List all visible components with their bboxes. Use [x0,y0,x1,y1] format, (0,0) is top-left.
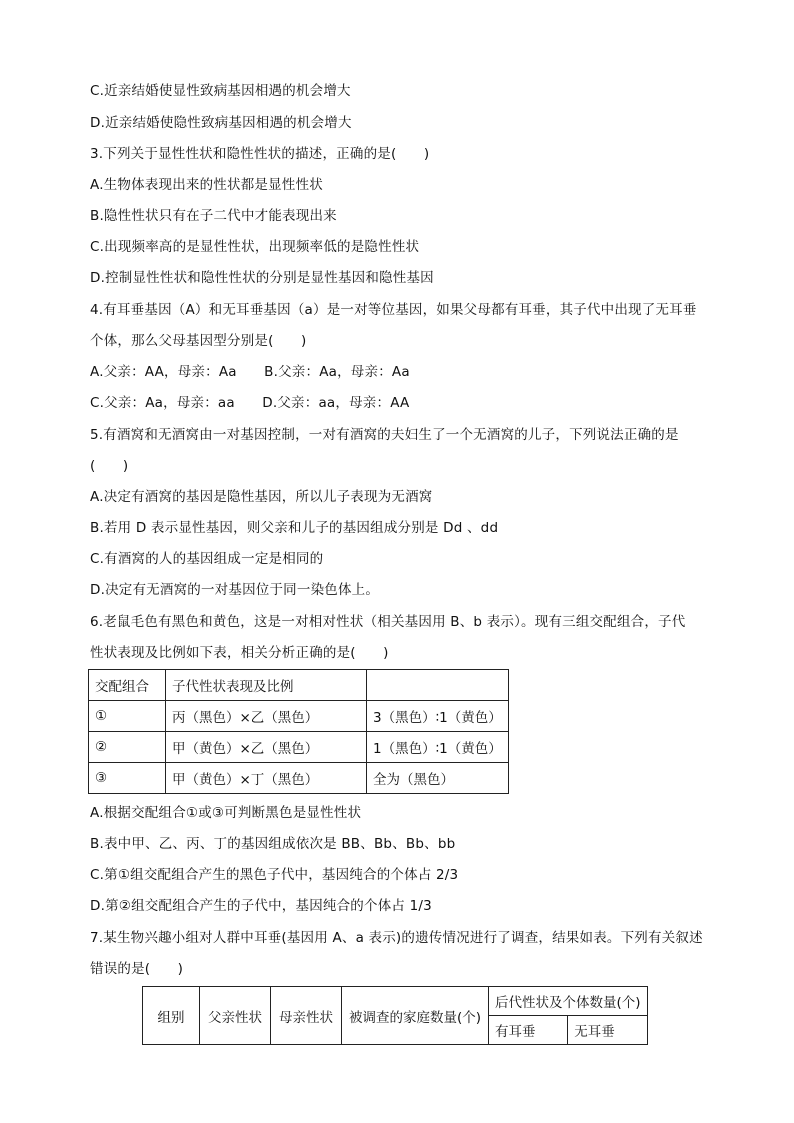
q3-option-d: D.控制显性性状和隐性性状的分别是显性基因和隐性基因 [90,270,434,286]
table-header-cell: 父亲性状 [200,987,271,1045]
table-row [89,701,509,732]
table-header-cell: 组别 [143,987,200,1045]
q4-stem: 4.有耳垂基因（A）和无耳垂基因（a）是一对等位基因，如果父母都有耳垂，其子代中出现了无耳垂 [90,302,697,318]
q2-option-d: D.近亲结婚使隐性致病基因相遇的机会增大 [90,115,352,131]
q5-option-c: C.有酒窝的人的基因组成一定是相同的 [90,551,324,567]
q5-stem-cont: ( ) [90,458,129,474]
q6-option-b: B.表中甲、乙、丙、丁的基因组成依次是 BB、Bb、Bb、bb [90,836,456,852]
table-cell: ② [89,732,166,763]
table-header-cell: 有耳垂 [489,1016,568,1045]
q3-stem: 3.下列关于显性性状和隐性性状的描述，正确的是( ) [90,146,430,162]
table-header-cell: 母亲性状 [271,987,342,1045]
q7-table [142,986,648,1045]
q5-option-b: B.若用 D 表示显性基因，则父亲和儿子的基因组成分别是 Dd 、dd [90,520,499,536]
q6-option-d: D.第②组交配组合产生的子代中，基因纯合的个体占 1/3 [90,898,432,914]
q4-options-ab: A.父亲：AA，母亲：Aa B.父亲：Aa，母亲：Aa [90,364,410,380]
table-header-cell: 无耳垂 [568,1016,647,1045]
table-cell: 甲（黄色）×丁（黑色） [166,763,367,794]
q6-table [88,669,509,794]
q7-stem: 7.某生物兴趣小组对人群中耳垂(基因用 A、a 表示)的遗传情况进行了调查，结果如表。下列有关叙述 [90,930,703,946]
table-header-cell: 被调查的家庭数量(个) [342,987,489,1045]
q3-option-a: A.生物体表现出来的性状都是显性性状 [90,177,323,193]
q4-stem-cont: 个体，那么父母基因型分别是( ) [90,333,307,349]
q7-stem-cont: 错误的是( ) [90,961,184,977]
q6-option-a: A.根据交配组合①或③可判断黑色是显性性状 [90,805,362,821]
table-cell: ① [89,701,166,732]
q2-option-c: C.近亲结婚使显性致病基因相遇的机会增大 [90,83,351,99]
q3-option-c: C.出现频率高的是显性性状，出现频率低的是隐性性状 [90,239,420,255]
q5-stem: 5.有酒窝和无酒窝由一对基因控制，一对有酒窝的夫妇生了一个无酒窝的儿子，下列说法正确的是 [90,427,679,443]
table-header-cell: 后代性状及个体数量(个) [489,987,648,1016]
table-cell: ③ [89,763,166,794]
q3-option-b: B.隐性性状只有在子二代中才能表现出来 [90,208,337,224]
table-header-cell [367,670,509,701]
table-cell: 3（黑色）∶1（黄色） [367,701,509,732]
table-cell: 丙（黑色）×乙（黑色） [166,701,367,732]
table-cell: 甲（黄色）×乙（黑色） [166,732,367,763]
table-row [89,732,509,763]
table-cell: 全为（黑色） [367,763,509,794]
table-header-cell: 交配组合 [89,670,166,701]
q4-options-cd: C.父亲：Aa，母亲：aa D.父亲：aa，母亲：AA [90,395,410,411]
q5-option-d: D.决定有无酒窝的一对基因位于同一染色体上。 [90,582,380,598]
q6-stem-cont: 性状表现及比例如下表，相关分析正确的是( ) [90,645,389,661]
q6-stem: 6.老鼠毛色有黑色和黄色，这是一对相对性状（相关基因用 B、b 表示）。现有三组交配组合，子代 [90,614,686,630]
table-row [143,987,648,1016]
q5-option-a: A.决定有酒窝的基因是隐性基因，所以儿子表现为无酒窝 [90,489,433,505]
table-cell: 1（黑色）∶1（黄色） [367,732,509,763]
table-header-cell: 子代性状表现及比例 [166,670,367,701]
table-row [89,670,509,701]
table-row [89,763,509,794]
q6-option-c: C.第①组交配组合产生的黑色子代中，基因纯合的个体占 2/3 [90,867,459,883]
